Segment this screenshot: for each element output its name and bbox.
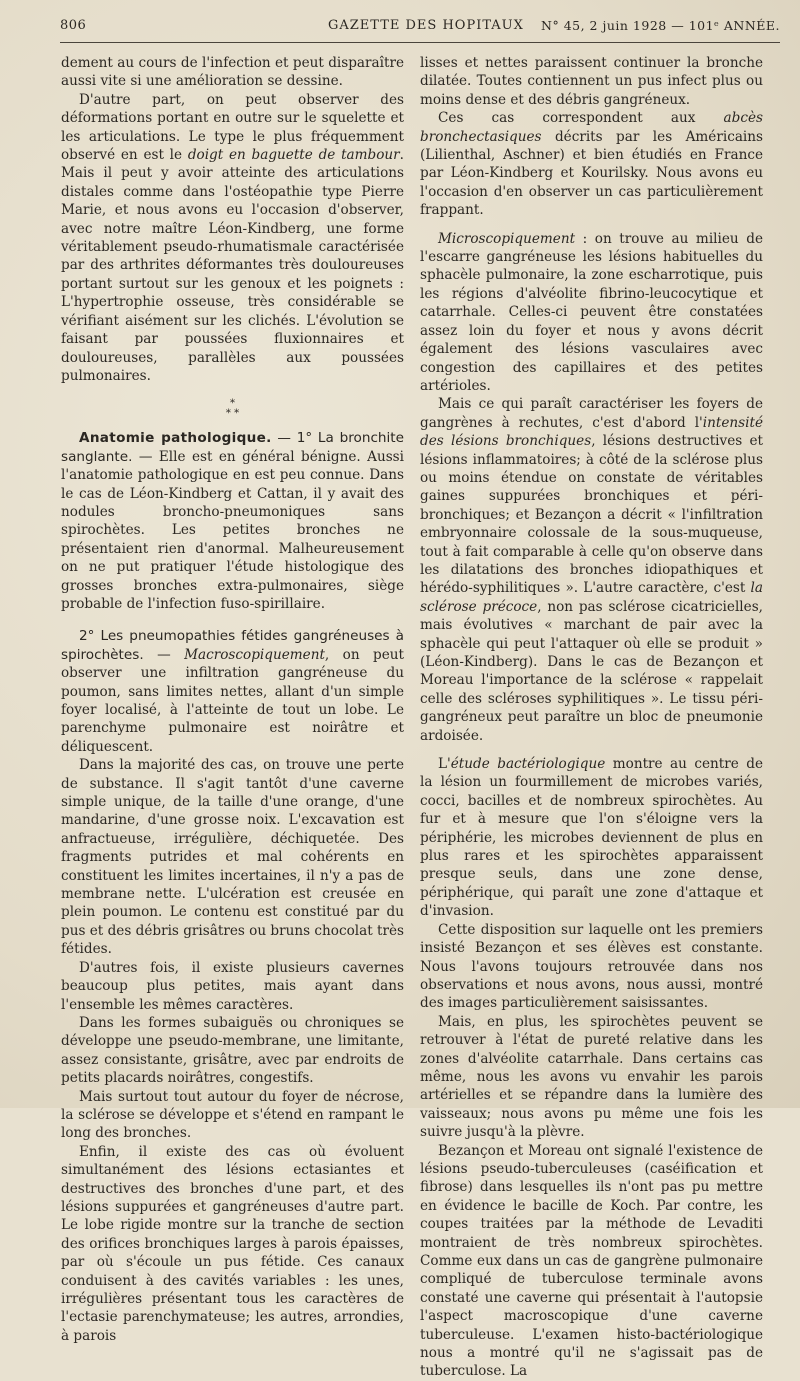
paragraph: dement au cours de l'infection et peut disparaître aussi vite si une amélioration se dessine.: [61, 55, 404, 90]
section-separator: * * *: [225, 398, 240, 420]
section-heading: Anatomie pathologique.: [79, 430, 272, 447]
paragraph: Ces cas correspondent aux abcès bronchectasiques décrits par les Américains (Lilienthal, Aschner) et bien étudiés en France par Léon-Kindberg et Kourilsky. Nous avons eu l'occasion d'en observer un cas particulièrement frappant.: [420, 110, 763, 219]
paragraph: lisses et nettes paraissent continuer la bronche dilatée. Toutes contiennent un pus infect plus ou moins dense et des débris gangréneux.: [420, 55, 763, 108]
journal-title: GAZETTE DES HOPITAUX: [328, 18, 524, 33]
paragraph: Dans les formes subaiguës ou chroniques se développe une pseudo-membrane, une limitante, assez consistante, grisâtre, avec par endroits de petits placards noirâtres, congestifs.: [61, 1014, 404, 1087]
paragraph: Bezançon et Moreau ont signalé l'existence de lésions pseudo-tuberculeuses (caséification et fibrose) dans lesquelles ils n'ont pas pu mettre en évidence le bacille de Koch. Par contre, les coupes traitées par la méthode de Levaditi montraient de très nombreux spirochètes. Comme eux dans un cas de gangrène pulmonaire compliqué de tuberculose terminale avons constaté une caverne qui présentait à l'autopsie l'aspect macroscopique d'une caverne tuberculeuse. L'examen histo-bactériologique nous a montré qu'il ne s'agissait pas de tuberculose. La: [420, 1142, 763, 1380]
header-rule: [60, 42, 780, 43]
paragraph: Microscopiquement : on trouve au milieu de l'escarre gangréneuse les lésions habituelles du sphacèle pulmonaire, la zone escharrotique, puis les régions d'alvéolite fibrino-leucocytique et catarrhale. Celles-ci peuvent être constatées assez loin du foyer et nous y avons décrit également des lésions vasculaires avec congestion des capillaires et des petites artérioles.: [420, 230, 763, 394]
page-header: [60, 18, 780, 40]
paragraph: Enfin, il existe des cas où évoluent simultanément des lésions ectasiantes et destructives des bronches d'une part, et des lésions suppurées et gangréneuses d'autre part. Le lobe rigide montre sur la tranche de section des orifices bronchiques larges à parois épaisses, par où s'écoule un pus fétide. Ces canaux conduisent à des cavités variables : les unes, irrégulières présentant tous les caractères de l'ectasie parenchymateuse; les autres, arrondies, à parois: [61, 1143, 404, 1344]
right-column: [420, 54, 763, 1380]
paragraph: Mais ce qui paraît caractériser les foyers de gangrènes à rechutes, c'est d'abord l'intensité des lésions bronchiques, lésions destructives et lésions inflammatoires; à côté de la sclérose plus ou moins étendue on constate de véritables gaines suppurées bronchiques et péri-bronchiques; et Bezançon a décrit « l'infiltration embryonnaire colossale de la sous-muqueuse, tout à fait comparable à celle qu'on observe dans les dilatations des bronches idiopathiques et hérédo-syphilitiques ». L'autre caractère, c'est la sclérose précoce, non pas sclérose cicatricielles, mais évolutives « marchant de pair avec la sphacèle qui peut l'attaquer où elle se produit » (Léon-Kindberg). Dans le cas de Bezançon et Moreau l'importance de la sclérose « rappelait celle des scléroses syphilitiques ». Le tissu péri-gangréneux peut paraître un bloc de pneumonie ardoisée.: [420, 396, 763, 744]
paragraph: L'étude bactériologique montre au centre de la lésion un fourmillement de microbes variés, cocci, bacilles et de nombreux spirochètes. Au fur et à mesure que l'on s'éloigne vers la périphérie, les microbes deviennent de plus en plus rares et les spirochètes apparaissent presque seuls, dans une zone dense, périphérique, qui paraît une zone d'attaque et d'invasion.: [420, 756, 763, 920]
paragraph: Mais surtout tout autour du foyer de nécrose, la sclérose se développe et s'étend en rampant le long des bronches.: [61, 1088, 404, 1142]
paragraph: D'autres fois, il existe plusieurs cavernes beaucoup plus petites, mais ayant dans l'ensemble les mêmes caractères.: [61, 959, 404, 1013]
subsection-heading: 2° Les pneumopathies fétides gangréneuses à spirochètes.: [61, 628, 404, 663]
left-column: [61, 54, 405, 1344]
paragraph: D'autre part, on peut observer des déformations portant en outre sur le squelette et les articulations. Le type le plus fréquemment observé en est le doigt en baguette de tambour. Mais il peut y avoir atteinte des articulations distales comme dans l'ostéopathie type Pierre Marie, et nous avons eu l'occasion d'observer, avec notre maître Léon-Kindberg, une forme véritablement pseudo-rhumatismale caractérisée par des arthrites déformantes très douloureuses portant surtout sur les genoux et les poignets : L'hypertrophie osseuse, très considérable se vérifiant aisément sur les clichés. L'évolution se faisant par poussées fluxionnaires et douloureuses, parallèles aux poussées pulmonaires.: [61, 91, 404, 384]
page-number: 806: [60, 18, 87, 33]
paragraph: Dans la majorité des cas, on trouve une perte de substance. Il s'agit tantôt d'une caverne simple unique, de la taille d'une orange, d'une mandarine, d'une grosse noix. L'excavation est anfractueuse, irrégulière, déchiquetée. Des fragments putrides et mal cohérents en constituent les limites incertaines, il n'y a pas de membrane nette. L'ulcération est creusée en plein poumon. Le contenu est constitué par du pus et des débris grisâtres ou bruns chocolat très fétides.: [61, 757, 404, 958]
section-heading-paragraph: Anatomie pathologique. — 1° La bronchite sanglante. — Elle est en général bénigne. Aussi l'anatomie pathologique en est peu connue. Dans le cas de Léon-Kindberg et Cattan, il y avait des nodules broncho-pneumoniques sans spirochètes. Les petites bronches ne présentaient rien d'anormal. Malheureusement on ne put pratiquer l'étude histologique des grosses bronches extra-pulmonaires, siège probable de l'infection fuso-spirillaire.: [61, 430, 405, 612]
paragraph: Mais, en plus, les spirochètes peuvent se retrouver à l'état de pureté relative dans les zones d'alvéolite catarrhale. Dans certains cas même, nous les avons vu envahir les parois artérielles et se répandre dans la lumière des vaisseaux; nous avons pu même une fois les suivre jusqu'à la plèvre.: [420, 1013, 763, 1141]
paragraph: Cette disposition sur laquelle ont les premiers insisté Bezançon et ses élèves est constante. Nous l'avons toujours retrouvée dans nos observations et nous avons, nous aussi, montré des images particulièrement saisissantes.: [420, 921, 763, 1012]
paragraph: 2° Les pneumopathies fétides gangréneuses à spirochètes. — Macroscopiquement, on peut observer une infiltration gangréneuse du poumon, sans limites nettes, allant d'un simple foyer localisé, à l'atteinte de tout un lobe. Le parenchyme pulmonaire est noirâtre et déliquescent.: [61, 628, 404, 755]
issue-info: N° 45, 2 juin 1928 — 101ᵉ ANNÉE.: [541, 18, 780, 33]
